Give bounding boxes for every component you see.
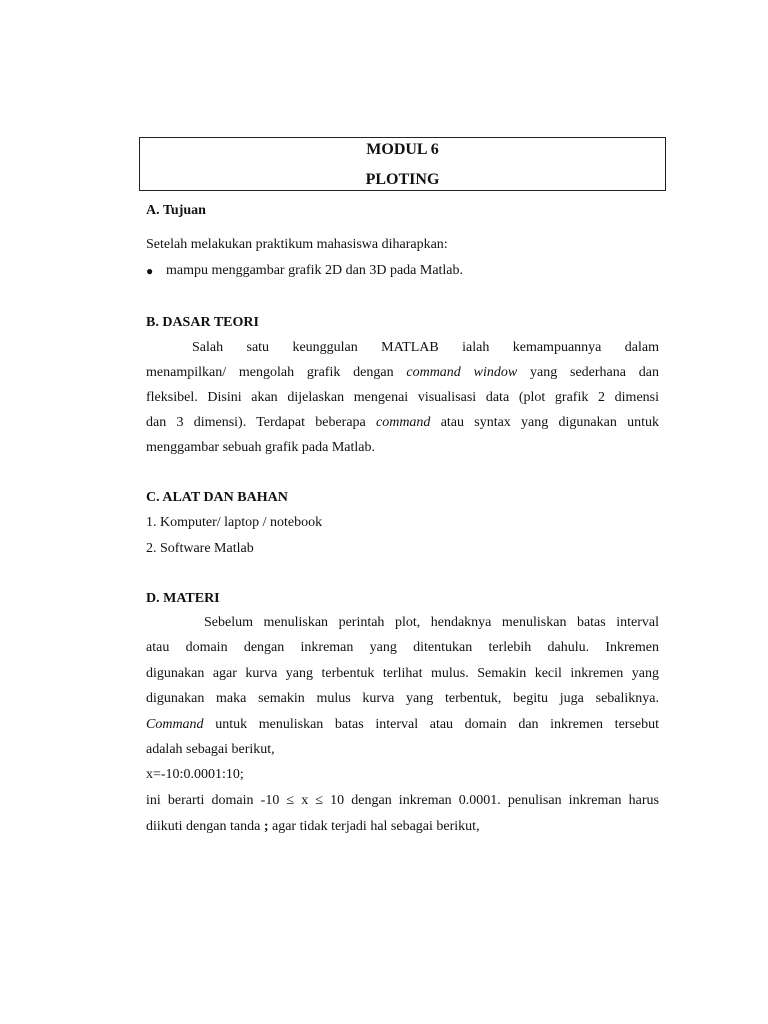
section-b-line-4: dan 3 dimensi). Terdapat beberapa command atau syntax yang digunakan untuk	[146, 415, 659, 430]
section-d-line-6: adalah sebagai berikut,	[146, 742, 275, 757]
section-c-item-2: 2. Software Matlab	[146, 541, 254, 556]
module-title: MODUL 6	[366, 141, 439, 158]
section-b-line-1: Salah satu keunggulan MATLAB ialah kemampuannya dalam	[192, 340, 659, 355]
section-d-line-1: Sebelum menuliskan perintah plot, hendaknya menuliskan batas interval	[204, 615, 659, 630]
section-d-line-9: diikuti dengan tanda ; agar tidak terjadi hal sebagai berikut,	[146, 819, 480, 834]
section-d-line-4: digunakan maka semakin mulus kurva yang terbentuk, begitu juga sebaliknya.	[146, 691, 659, 706]
section-d-line-2: atau domain dengan inkreman yang ditentukan terlebih dahulu. Inkremen	[146, 640, 659, 655]
module-subtitle: PLOTING	[365, 171, 440, 188]
section-b-line-2: menampilkan/ mengolah grafik dengan command window yang sederhana dan	[146, 365, 659, 380]
section-d-line-3: digunakan agar kurva yang terbentuk terlihat mulus. Semakin kecil inkremen yang	[146, 666, 659, 681]
section-b-line-3: fleksibel. Disini akan dijelaskan mengenai visualisasi data (plot grafik 2 dimensi	[146, 390, 659, 405]
title-box	[139, 137, 666, 191]
section-d-heading: D. MATERI	[146, 591, 220, 606]
bullet-icon: ●	[146, 264, 154, 278]
section-d-line-8: ini berarti domain -10 ≤ x ≤ 10 dengan inkreman 0.0001. penulisan inkreman harus	[146, 793, 659, 808]
section-c-heading: C. ALAT DAN BAHAN	[146, 490, 288, 505]
section-b-line-5: menggambar sebuah grafik pada Matlab.	[146, 440, 375, 455]
section-a-intro: Setelah melakukan praktikum mahasiswa diharapkan:	[146, 237, 448, 252]
section-a-heading: A. Tujuan	[146, 203, 206, 218]
section-b-heading: B. DASAR TEORI	[146, 315, 259, 330]
section-d-line-5: Command untuk menuliskan batas interval atau domain dan inkremen tersebut	[146, 717, 659, 732]
section-a-bullet: mampu menggambar grafik 2D dan 3D pada Matlab.	[166, 263, 464, 278]
code-snippet: x=-10:0.0001:10;	[146, 767, 244, 782]
section-c-item-1: 1. Komputer/ laptop / notebook	[146, 515, 323, 530]
